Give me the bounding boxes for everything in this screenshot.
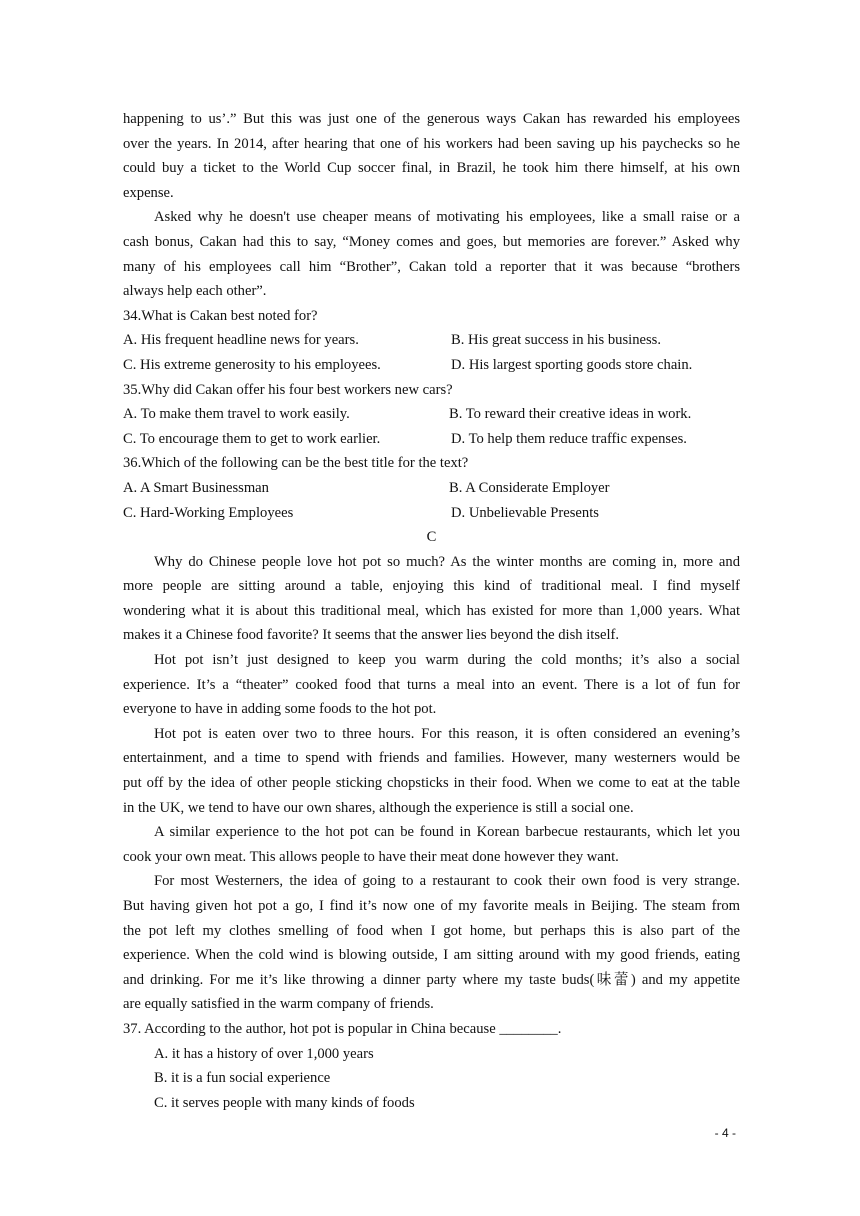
question-stem: 36.Which of the following can be the best title for the text? (123, 455, 469, 472)
option-c: C. To encourage them to get to work earlier. (123, 430, 381, 447)
option-a: A. it has a history of over 1,000 years (154, 1045, 374, 1062)
question-stem: 37. According to the author, hot pot is popular in China because ________. (123, 1020, 562, 1037)
passage-c-paragraph-3 (123, 722, 740, 820)
text-line: cook your own meat. This allows people to have their meat done however they want. (123, 848, 619, 865)
text-line: many of his employees call him “Brother”, Cakan told a reporter that it was because “brothers (123, 258, 740, 275)
text-line: everyone to have in adding some foods to the hot pot. (123, 701, 437, 718)
text-line: cash bonus, Cakan had this to say, “Money comes and goes, but memories are forever.” Asked why (123, 233, 740, 250)
option-b: B. To reward their creative ideas in work. (449, 406, 692, 423)
option-b: B. it is a fun social experience (154, 1070, 331, 1087)
question-stem: 34.What is Cakan best noted for? (123, 307, 318, 324)
question-37 (123, 1017, 740, 1115)
option-b: B. His great success in his business. (451, 332, 661, 349)
text-line: Why do Chinese people love hot pot so much? As the winter months are coming in, more and (154, 553, 740, 570)
text-line: experience. When the cold wind is blowing outside, I am sitting around with my good friends, eating (123, 947, 740, 964)
question-35 (123, 378, 740, 452)
text-line: expense. (123, 184, 174, 201)
text-line: over the years. In 2014, after hearing that one of his workers had been saving up his paychecks so he (123, 135, 740, 152)
option-c: C. it serves people with many kinds of foods (154, 1094, 415, 1111)
text-line: put off by the idea of other people sticking chopsticks in their food. When we come to eat at the table (123, 775, 740, 792)
text-line: the pot left my clothes smelling of food when I got home, but perhaps this is also part of the (123, 922, 740, 939)
page-content (123, 107, 740, 1115)
option-row (123, 353, 740, 378)
question-stem: 35.Why did Cakan offer his four best workers new cars? (123, 381, 453, 398)
option-row (123, 427, 740, 452)
option-a: A. His frequent headline news for years. (123, 332, 359, 349)
text-line: wondering what it is about this traditional meal, which has existed for more than 1,000 years. What (123, 602, 740, 619)
section-heading: C (426, 529, 437, 546)
text-line: experience. It’s a “theater” cooked food that turns a meal into an event. There is a lot of fun for (123, 676, 740, 693)
text-line: more people are sitting around a table, enjoying this kind of traditional meal. I find myself (123, 578, 740, 595)
option-c: C. His extreme generosity to his employees. (123, 356, 381, 373)
text-line: in the UK, we tend to have our own shares, although the experience is still a social one. (123, 799, 634, 816)
passage-c-paragraph-4 (123, 820, 740, 869)
text-line: could buy a ticket to the World Cup soccer final, in Brazil, he took him there himself, at his own (123, 160, 740, 177)
option-d: D. To help them reduce traffic expenses. (451, 430, 687, 447)
page-number: - 4 - (714, 1126, 736, 1140)
text-line: A similar experience to the hot pot can be found in Korean barbecue restaurants, which let you (154, 824, 740, 841)
passage-c-paragraph-1 (123, 550, 740, 648)
text-line: Hot pot is eaten over two to three hours. For this reason, it is often considered an evening’s (154, 725, 740, 742)
option-c: C. Hard-Working Employees (123, 504, 294, 521)
option-row (123, 476, 740, 501)
text-line: makes it a Chinese food favorite? It seems that the answer lies beyond the dish itself. (123, 627, 620, 644)
passage-c-paragraph-2 (123, 648, 740, 722)
option-b: B. A Considerate Employer (449, 479, 610, 496)
text-line: always help each other”. (123, 283, 267, 300)
text-line: are equally satisfied in the warm company of friends. (123, 996, 434, 1013)
question-34 (123, 304, 740, 378)
option-a: A. A Smart Businessman (123, 479, 269, 496)
text-line: entertainment, and a time to spend with friends and families. However, many westerners would be (123, 750, 740, 767)
text-line: But having given hot pot a go, I find it’s now one of my favorite meals in Beijing. The steam from (123, 898, 740, 914)
text-line: and drinking. For me it’s like throwing a dinner party where my taste buds(味蕾) and my appetite (123, 971, 740, 988)
option-d: D. His largest sporting goods store chain. (451, 356, 693, 373)
text-line: Asked why he doesn't use cheaper means of motivating his employees, like a small raise or a (154, 209, 740, 226)
passage-b-paragraph-1 (123, 107, 740, 205)
text-line: Hot pot isn’t just designed to keep you warm during the cold months; it’s also a social (154, 652, 740, 669)
text-line: For most Westerners, the idea of going to a restaurant to cook their own food is very strange. (154, 873, 740, 890)
option-row (123, 501, 740, 526)
option-row (123, 402, 740, 427)
option-a: A. To make them travel to work easily. (123, 406, 350, 423)
option-row (123, 328, 740, 353)
option-d: D. Unbelievable Presents (451, 504, 599, 521)
text-line: happening to us’.” But this was just one of the generous ways Cakan has rewarded his employees (123, 111, 740, 127)
question-36 (123, 451, 740, 525)
passage-b-paragraph-2 (123, 205, 740, 303)
passage-c-paragraph-5 (123, 869, 740, 1017)
